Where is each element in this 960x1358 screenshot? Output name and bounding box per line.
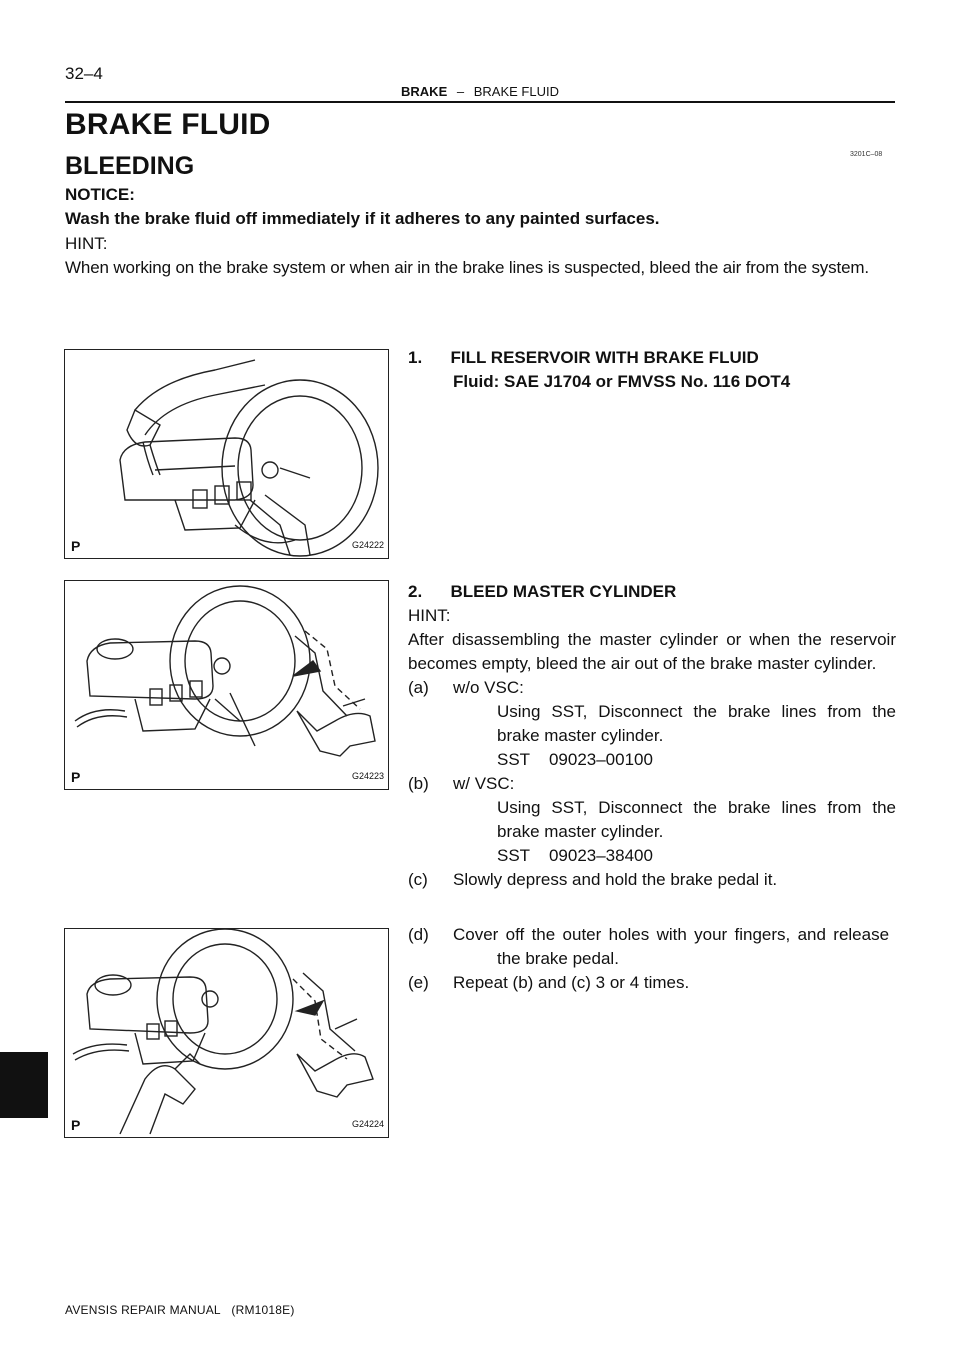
step-2-hint-text: After disassembling the master cylinder or when the reservoir becomes empty, bleed the air out of the brake master cylinder. [408,630,896,673]
step-2-hint-label: HINT: [408,606,451,625]
figure-fill-reservoir [64,349,389,559]
master-cylinder-illustration [65,581,388,789]
substep-e-text: Repeat (b) and (c) 3 or 4 times. [453,973,690,992]
figure-bleed-master-cylinder [64,580,389,790]
hint-text: When working on the brake system or when air in the brake lines is suspected, bleed the air from the system. [65,258,869,277]
header-section: BRAKE [401,84,448,99]
reservoir-fill-illustration [65,350,388,558]
section-tab-marker [0,1052,48,1118]
page-title: BRAKE FLUID [65,108,271,141]
substep-c-text: Slowly depress and hold the brake pedal it. [453,870,778,889]
substep-a-title: w/o VSC: [453,678,524,697]
substep-a-label: (a) [408,678,429,697]
notice-text: Wash the brake fluid off immediately if it adheres to any painted surfaces. [65,209,660,228]
substep-d-text-line2: the brake pedal. [497,949,619,968]
hint-label: HINT: [65,234,108,253]
figure-marker: P [71,769,81,785]
step-1-fluid-spec: Fluid: SAE J1704 or FMVSS No. 116 DOT4 [453,372,791,391]
substep-b-sst: SST 09023–38400 [497,846,653,865]
figure-cover-holes [64,928,389,1138]
step-1-title: 1. FILL RESERVOIR WITH BRAKE FLUID [408,348,759,367]
page-number: 32–4 [65,64,103,83]
figure-id: G24222 [351,540,384,550]
figure-marker: P [71,1117,81,1133]
substep-d-text-line1: Cover off the outer holes with your fingers, and release [453,925,890,944]
substep-b-label: (b) [408,774,429,793]
header-separator: – [456,84,465,99]
notice-label: NOTICE: [65,185,135,204]
substep-b-text: Using SST, Disconnect the brake lines from the brake master cylinder. [497,798,896,841]
cover-holes-illustration [65,929,388,1137]
substep-c-label: (c) [408,870,428,889]
running-header [0,84,960,99]
header-subsection: BRAKE FLUID [473,84,559,99]
figure-marker: P [71,538,81,554]
substep-e-label: (e) [408,973,429,992]
figure-id: G24224 [351,1119,384,1129]
substep-a-sst: SST 09023–00100 [497,750,653,769]
footer-manual-title: AVENSIS REPAIR MANUAL (RM1018E) [65,1303,295,1317]
header-rule [65,101,895,103]
document-code: 3201C–08 [850,151,883,158]
substep-d-label: (d) [408,925,429,944]
substep-b-title: w/ VSC: [453,774,515,793]
step-2-title: 2. BLEED MASTER CYLINDER [408,582,677,601]
figure-id: G24223 [351,771,384,781]
section-title: BLEEDING [65,152,195,180]
substep-a-text: Using SST, Disconnect the brake lines from the brake master cylinder. [497,702,896,745]
